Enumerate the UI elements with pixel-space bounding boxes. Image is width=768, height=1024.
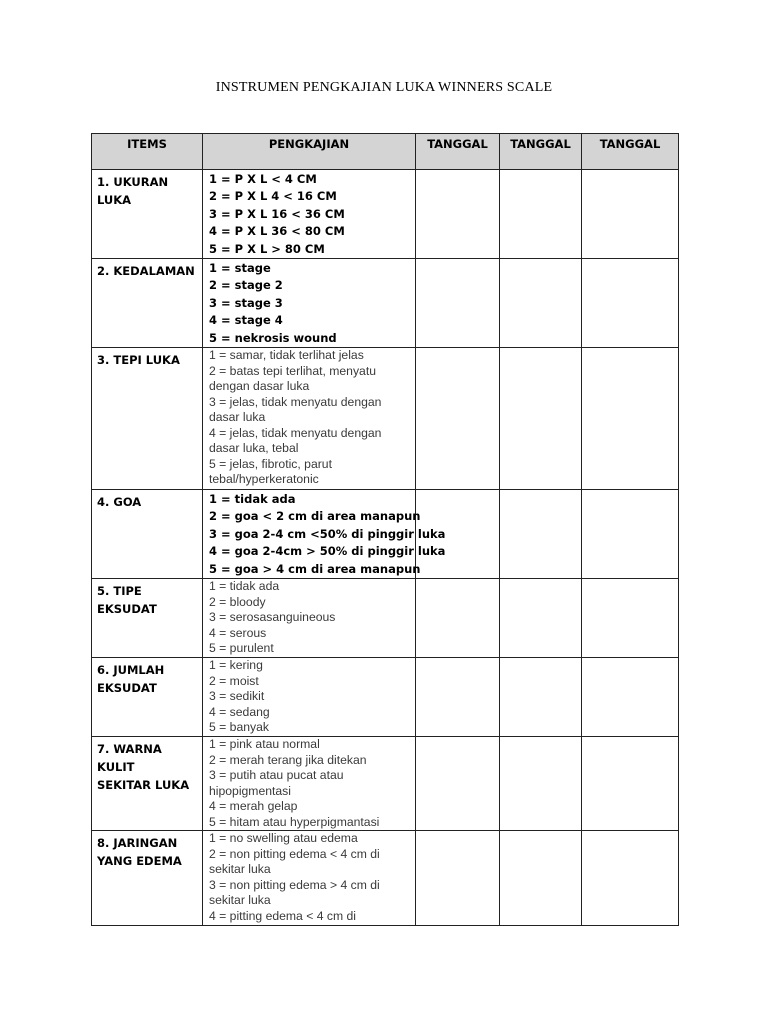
tanggal-cell-3[interactable]: [582, 831, 679, 926]
tanggal-cell-3[interactable]: [582, 658, 679, 737]
criteria-line: 5 = P X L > 80 CM: [209, 241, 325, 256]
criteria-line: 4 = sedang: [209, 704, 270, 719]
assessment-cell: [203, 170, 416, 259]
criteria-line: 4 = serous: [209, 625, 267, 640]
criteria-line: 5 = purulent: [209, 641, 274, 656]
criteria-line: 3 = putih atau pucat atau: [209, 768, 344, 783]
assessment-cell: [203, 737, 416, 831]
criteria-line: 4 = P X L 36 < 80 CM: [209, 224, 345, 239]
table-row: [92, 737, 679, 831]
criteria-line: 5 = nekrosis wound: [209, 330, 337, 345]
criteria-line: 5 = jelas, fibrotic, parut: [209, 456, 332, 471]
assessment-cell: [203, 579, 416, 658]
table-row: [92, 170, 679, 259]
assessment-cell: [203, 490, 446, 579]
table-row: [92, 490, 679, 579]
table-row: [92, 579, 679, 658]
criteria-line: dasar luka, tebal: [209, 441, 299, 456]
criteria-line: 3 = P X L 16 < 36 CM: [209, 206, 345, 221]
item-cell: [92, 170, 203, 259]
criteria-line: 2 = non pitting edema < 4 cm di: [209, 846, 380, 861]
tanggal-cell-3[interactable]: [582, 348, 679, 490]
criteria-line: 3 = goa 2-4 cm <50% di pinggir luka: [209, 526, 446, 541]
tanggal-cell-3[interactable]: [582, 737, 679, 831]
assessment-cell: [203, 658, 416, 737]
criteria-line: 2 = stage 2: [209, 278, 283, 293]
tanggal-cell-3[interactable]: [582, 490, 679, 579]
criteria-line: 1 = pink atau normal: [209, 737, 320, 752]
criteria-line: 1 = tidak ada: [209, 579, 280, 594]
header-tanggal-2: TANGGAL: [500, 134, 582, 170]
item-cell: [92, 490, 203, 579]
table-row: [92, 658, 679, 737]
criteria-line: 5 = hitam atau hyperpigmantasi: [209, 814, 380, 829]
criteria-line: 1 = samar, tidak terlihat jelas: [209, 348, 364, 363]
criteria-line: 1 = P X L < 4 CM: [209, 172, 317, 186]
tanggal-cell-1[interactable]: [416, 737, 500, 831]
tanggal-cell-1[interactable]: [416, 348, 500, 490]
item-label: 7. WARNA KULIT: [97, 742, 162, 775]
header-tanggal-1: TANGGAL: [416, 134, 500, 170]
tanggal-cell-2[interactable]: [500, 579, 582, 658]
criteria-line: 2 = batas tepi terlihat, menyatu: [209, 363, 377, 378]
criteria-line: 5 = banyak: [209, 720, 269, 735]
criteria-line: 1 = tidak ada: [209, 492, 296, 507]
criteria-line: tebal/hyperkeratonic: [209, 472, 319, 487]
item-label: YANG EDEMA: [97, 854, 182, 869]
tanggal-cell-1[interactable]: [416, 170, 500, 259]
item-label: 4. GOA: [97, 495, 142, 510]
criteria-line: 2 = bloody: [209, 594, 266, 609]
tanggal-cell-2[interactable]: [500, 831, 582, 926]
item-label: 1. UKURAN LUKA: [97, 175, 169, 207]
criteria-line: 4 = pitting edema < 4 cm di: [209, 908, 357, 923]
item-cell: [92, 259, 203, 348]
criteria-line: dasar luka: [209, 410, 266, 425]
table-row: [92, 831, 679, 926]
criteria-line: sekitar luka: [209, 893, 271, 908]
tanggal-cell-2[interactable]: [500, 348, 582, 490]
criteria-line: 3 = stage 3: [209, 295, 283, 310]
tanggal-cell-3[interactable]: [582, 579, 679, 658]
criteria-line: 5 = goa > 4 cm di area manapun: [209, 561, 421, 576]
assessment-cell: [203, 348, 416, 490]
assessment-cell: [203, 259, 416, 348]
tanggal-cell-3[interactable]: [582, 170, 679, 259]
item-cell: [92, 579, 203, 658]
tanggal-cell-1[interactable]: [416, 579, 500, 658]
tanggal-cell-3[interactable]: [582, 259, 679, 348]
criteria-line: 4 = goa 2-4cm > 50% di pinggir luka: [209, 544, 446, 559]
criteria-line: 1 = kering: [209, 658, 263, 673]
tanggal-cell-2[interactable]: [500, 259, 582, 348]
item-label: SEKITAR LUKA: [97, 778, 190, 793]
criteria-line: dengan dasar luka: [209, 379, 310, 394]
item-label: EKSUDAT: [97, 681, 157, 696]
tanggal-cell-2[interactable]: [500, 658, 582, 737]
assessment-table: [91, 133, 679, 926]
header-tanggal-3: TANGGAL: [582, 134, 679, 170]
criteria-line: 3 = jelas, tidak menyatu dengan: [209, 394, 382, 409]
item-cell: [92, 831, 203, 926]
criteria-line: 3 = serosasanguineous: [209, 610, 336, 625]
item-label: 8. JARINGAN: [97, 836, 178, 851]
tanggal-cell-1[interactable]: [416, 831, 500, 926]
item-cell: [92, 737, 203, 831]
criteria-line: 3 = non pitting edema > 4 cm di: [209, 877, 380, 892]
criteria-line: hipopigmentasi: [209, 783, 291, 798]
criteria-line: 2 = P X L 4 < 16 CM: [209, 189, 337, 204]
criteria-line: 4 = stage 4: [209, 313, 283, 328]
criteria-line: 2 = merah terang jika ditekan: [209, 752, 367, 767]
document-title: INSTRUMEN PENGKAJIAN LUKA WINNERS SCALE: [215, 80, 553, 95]
criteria-line: 2 = moist: [209, 673, 259, 688]
assessment-cell: [203, 831, 416, 926]
table-row: [92, 259, 679, 348]
criteria-line: 1 = stage: [209, 261, 271, 276]
criteria-line: sekitar luka: [209, 862, 271, 877]
item-label: 6. JUMLAH: [97, 663, 165, 678]
item-cell: [92, 348, 203, 490]
tanggal-cell-1[interactable]: [416, 658, 500, 737]
tanggal-cell-2[interactable]: [500, 490, 582, 579]
header-pengkajian: PENGKAJIAN: [203, 134, 416, 170]
tanggal-cell-1[interactable]: [416, 259, 500, 348]
item-label: 3. TEPI LUKA: [97, 353, 180, 368]
criteria-line: 4 = merah gelap: [209, 799, 298, 814]
criteria-line: 4 = jelas, tidak menyatu dengan: [209, 425, 382, 440]
item-label: 5. TIPE EKSUDAT: [97, 584, 157, 617]
criteria-line: 2 = goa < 2 cm di area manapun: [209, 509, 421, 524]
header-items: ITEMS: [92, 134, 203, 170]
table-row: [92, 348, 679, 490]
item-label: 2. KEDALAMAN: [97, 264, 195, 279]
tanggal-cell-2[interactable]: [500, 170, 582, 259]
criteria-line: 3 = sedikit: [209, 689, 265, 704]
tanggal-cell-2[interactable]: [500, 737, 582, 831]
item-cell: [92, 658, 203, 737]
criteria-line: 1 = no swelling atau edema: [209, 831, 358, 846]
header-row: [92, 134, 679, 170]
